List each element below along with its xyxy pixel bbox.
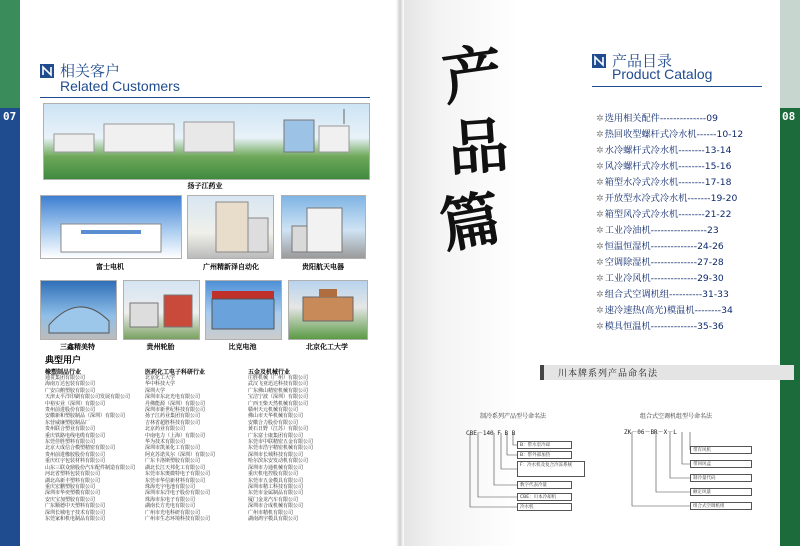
customer-item: 东莞家和机电制品有限公司	[45, 515, 106, 522]
caption-5: 贵州轮胎	[146, 343, 175, 351]
diagram1-box: 冷水机	[517, 503, 572, 511]
flower-bullet-icon: ✲	[596, 145, 604, 156]
catalog-item-pages: 21-22	[704, 209, 732, 220]
customer-item: 东莞市金属制品有限公司	[248, 490, 304, 497]
category-header-rubber: 橡塑制品行业	[45, 369, 82, 376]
catalog-item-pages: 31-33	[702, 289, 729, 300]
right-page-number: 08	[782, 110, 796, 123]
customer-item: 吉林省超胜科技有限公司	[145, 419, 201, 426]
left-page-number: 07	[3, 110, 17, 123]
caption-0: 扬子江药业	[187, 182, 223, 190]
diagram2-box: 制冷量代码	[690, 474, 752, 482]
catalog-item-label: 箱型水冷式冷水机	[604, 177, 679, 188]
catalog-item-pages: 27-28	[697, 257, 724, 268]
diagram1-box: B：带水泵冷却	[517, 441, 572, 449]
customer-item: 山东三联众鼎股份汽车配件制造有限公司	[45, 464, 136, 471]
diagram1-box: B：带外部加热	[517, 451, 572, 459]
catalog-item-leader: ------	[696, 129, 717, 140]
customer-item: 东莞市浩宇精密机械有限公司	[248, 445, 314, 452]
customer-item: 安徽新和塑胶制品（深圳）有限公司	[45, 413, 126, 420]
catalog-item-label: 工业冷油机	[604, 225, 651, 236]
caption-6: 比克电池	[228, 343, 257, 351]
customer-item: 黄石日野（江苏）有限公司	[248, 426, 309, 433]
catalog-item-label: 恒温恒湿机	[604, 241, 651, 252]
customer-item: 天津太平洋印刷有限公司发展有限公司	[45, 394, 131, 401]
customer-item: 安庆宝加塑胶有限公司	[45, 496, 96, 503]
customer-item: 深圳市东北光电有限公司	[145, 394, 201, 401]
customer-item: 深圳市合成机械有限公司	[248, 503, 304, 510]
flower-bullet-icon: ✲	[596, 113, 604, 124]
catalog-item-label: 热回收型螺杆式冷水机	[604, 129, 697, 140]
caption-3: 贵阳航天电器	[302, 263, 344, 271]
flower-bullet-icon: ✲	[596, 289, 604, 300]
customer-item: 重庆红宇包装材料有限公司	[45, 458, 106, 465]
customer-item: 珠海市东电子有限公司	[145, 496, 196, 503]
customer-item: 广东佛山精密机械有限公司	[248, 387, 309, 394]
customer-item: 东莞市东奥微特电子有限公司	[145, 471, 211, 478]
catalog-item-label: 组合式空调机组	[604, 289, 670, 300]
customer-item: 广西玉柴天然机械有限公司	[248, 400, 309, 407]
catalog-item-leader: --------------	[650, 241, 698, 252]
catalog-item-leader: --------------	[659, 113, 707, 124]
customer-item: 华为技术有限公司	[145, 439, 186, 446]
customer-item: 北京大成信合模塑精密有限公司	[45, 445, 116, 452]
heading-en: Related Customers	[60, 78, 180, 94]
catalog-heading-en: Product Catalog	[612, 66, 713, 82]
customer-item: 海南万达包装有限公司	[45, 381, 96, 388]
heading-cn: 相关客户	[60, 62, 121, 80]
customer-item: 安徽合力股份有限公司	[248, 419, 299, 426]
catalog-item-pages: 10-12	[716, 129, 744, 140]
catalog-heading-cn: 产品目录	[612, 52, 673, 70]
caption-7: 北京化工大学	[306, 343, 348, 351]
customer-item: 广东卡洛斯塑胶有限公司	[145, 458, 201, 465]
customer-item: 湖北高新丰塑料有限公司	[45, 477, 101, 484]
catalog-item-pages: 23	[707, 225, 719, 236]
customer-item: 阿克苏诺贝尔（深圳）有限公司	[145, 451, 216, 458]
customer-item: 哈尔滨东安发动机有限公司	[248, 458, 309, 465]
customer-item: 中南电力（上海）有限公司	[145, 432, 206, 439]
diagram1-title: 制冷系列产品型号命名法	[480, 413, 547, 420]
catalog-item-pages: 13-14	[704, 145, 732, 156]
customer-item: 重庆机电控股有限公司	[248, 471, 299, 478]
customer-item: 庄胜机械（广州）有限公司	[248, 375, 309, 381]
diagram1-box: F：冷水机及复合冷冻系统	[517, 461, 585, 477]
flower-bullet-icon: ✲	[596, 241, 604, 252]
diagram2-code: ZK－06－BR－X－L	[624, 429, 677, 436]
caption-4: 三鑫精美特	[60, 343, 95, 351]
caption-2: 广州精新泽自动化	[203, 263, 259, 271]
catalog-item-leader: --------	[678, 177, 705, 188]
customer-item: 湖南鸿宇模具有限公司	[248, 515, 299, 522]
customer-item: 深圳市长城科技有限公司	[248, 451, 304, 458]
catalog-item-label: 选用相关配件	[604, 113, 660, 124]
flower-bullet-icon: ✲	[596, 225, 604, 236]
diagram1-box: 数字代表冷量	[517, 481, 572, 489]
big-char-1: 产	[438, 37, 508, 115]
catalog-item-pages: 29-30	[697, 273, 724, 284]
customer-item: 深圳市新世纪科技有限公司	[145, 407, 206, 414]
customer-item: 厦门金龙汽车有限公司	[248, 496, 299, 503]
flower-bullet-icon: ✲	[596, 321, 604, 332]
diagram2-title: 组合式空调机组型号命名法	[640, 413, 713, 420]
flower-bullet-icon: ✲	[596, 257, 604, 268]
customer-item: 深圳长城电子技术有限公司	[45, 509, 106, 516]
catalog-item-label: 水冷螺杆式冷水机	[604, 145, 679, 156]
customer-item: 广州市生态环境科技有限公司	[145, 515, 211, 522]
customer-item: 东莞佳胜塑料有限公司	[45, 439, 96, 446]
customer-item: 东莞市五金模具有限公司	[248, 477, 304, 484]
customer-item: 通贯集团有限公司	[45, 375, 86, 381]
catalog-item-label: 开放型水冷式冷水机	[604, 193, 688, 204]
category-header-hardware: 五金及机械行业	[248, 369, 291, 376]
catalog-item-pages: 17-18	[704, 177, 732, 188]
diagram2-box: 带有风机	[690, 446, 752, 454]
catalog-item-pages: 09	[706, 113, 718, 124]
catalog-item-leader: ----------	[669, 289, 703, 300]
customer-item: 东营威廉塑胶制品厂	[45, 419, 91, 426]
catalog-item-pages: 19-20	[710, 193, 738, 204]
flower-bullet-icon: ✲	[596, 305, 604, 316]
category-header-pharma: 医药化工电子科研行业	[145, 369, 206, 376]
flower-bullet-icon: ✲	[596, 273, 604, 284]
catalog-item-pages: 35-36	[697, 321, 724, 332]
diagram1-box: CBE：川本冷却机	[517, 493, 572, 501]
customer-item: 贵州前进橡胶股份有限公司	[45, 451, 106, 458]
customer-item: 深圳市力通机械有限公司	[248, 464, 304, 471]
diagram1-code: CBE－140 F B B	[466, 430, 516, 437]
diagram2-box: 组合式空调机组	[690, 502, 752, 510]
catalog-item-leader: --------------	[650, 257, 698, 268]
catalog-item-leader: --------------	[650, 273, 698, 284]
customer-item: 珠海光宇电池有限公司	[145, 483, 196, 490]
customer-item: 贵州前进股份有限公司	[45, 407, 96, 414]
customer-item: 河北省塑料包装有限公司	[45, 471, 101, 478]
catalog-item-label: 箱型风冷式冷水机	[604, 209, 679, 220]
customer-item: 深圳市精工科技有限公司	[248, 483, 304, 490]
customer-item: 湖北长江天邦化工有限公司	[145, 464, 206, 471]
customer-item: 东莞市华信新材料有限公司	[145, 477, 206, 484]
customer-item: 深圳大学	[145, 387, 166, 394]
catalog-item-label: 工业冷风机	[604, 273, 651, 284]
flower-bullet-icon: ✲	[596, 161, 604, 172]
catalog-item-leader: -----------------	[650, 225, 707, 236]
big-char-2: 品	[445, 110, 511, 185]
customer-item: 佛山市天华机械有限公司	[248, 413, 304, 420]
naming-banner-title: 川本牌系列产品命名法	[558, 369, 659, 379]
catalog-item-leader: -------	[687, 193, 711, 204]
big-char-3: 篇	[435, 183, 507, 263]
customer-item: 中裕实业（深圳）有限公司	[45, 400, 106, 407]
flower-bullet-icon: ✲	[596, 129, 604, 140]
typical-users-title: 典型用户	[45, 356, 82, 366]
diagram2-box: 带回风盒	[690, 460, 752, 468]
customer-item: 深圳市东洋电子股份有限公司	[145, 490, 211, 497]
customer-item: 深圳市华奕塑模有限公司	[45, 490, 101, 497]
catalog-item-pages: 15-16	[704, 161, 732, 172]
catalog-item-label: 空调除湿机	[604, 257, 651, 268]
flower-bullet-icon: ✲	[596, 177, 604, 188]
catalog-item-leader: --------	[678, 145, 705, 156]
catalog-item-pages: 34	[721, 305, 733, 316]
catalog-item-pages: 24-26	[697, 241, 724, 252]
catalog-item-label: 风冷螺杆式冷水机	[604, 161, 679, 172]
customer-item: 湖南长方光电有限公司	[145, 503, 196, 510]
catalog-item-leader: --------	[678, 209, 705, 220]
customer-item: 广安白鹅塑胶有限公司	[45, 387, 96, 394]
flower-bullet-icon: ✲	[596, 193, 604, 204]
catalog-item-leader: --------	[694, 305, 722, 316]
customer-item: 华中科技大学	[145, 381, 176, 388]
customer-item: 扬子江药业集团有限公司	[145, 413, 201, 420]
customer-item: 贵州联合塑业有限公司	[45, 426, 96, 433]
customer-item: 重庆宏鹏塑胶有限公司	[45, 483, 96, 490]
catalog-item-leader: --------	[678, 161, 705, 172]
catalog-item-label: 模具恒温机	[604, 321, 651, 332]
caption-1: 富士电机	[96, 263, 124, 271]
customer-item: 赣州天元机械有限公司	[248, 407, 299, 414]
diagram2-box: 额定风量	[690, 488, 752, 496]
customer-item: 广东富士康集团有限公司	[248, 432, 304, 439]
customer-item: 丹佛能源（深圳）有限公司	[145, 400, 206, 407]
customer-item: 广州市精机有限公司	[248, 509, 294, 516]
customer-item: 东莞市中联精密五金有限公司	[248, 439, 314, 446]
customer-item: 武汉飞亚迅达科技有限公司	[248, 381, 309, 388]
catalog-item-leader: --------------	[650, 321, 698, 332]
flower-bullet-icon: ✲	[596, 209, 604, 220]
customer-item: 宝洁宁波（深圳）有限公司	[248, 394, 309, 401]
customer-item: 重庆铁路电线电缆有限公司	[45, 432, 106, 439]
customer-item: 北京药业有限公司	[145, 426, 186, 433]
catalog-item-label: 速冷速热(高光)模温机	[604, 305, 695, 316]
customer-item: 深圳市凯莱化工有限公司	[145, 445, 201, 452]
customer-item: 广东顺德中天塑料有限公司	[45, 503, 106, 510]
customer-item: 北京化工大学	[145, 375, 176, 381]
customer-item: 广州市光电科研有限公司	[145, 509, 201, 516]
